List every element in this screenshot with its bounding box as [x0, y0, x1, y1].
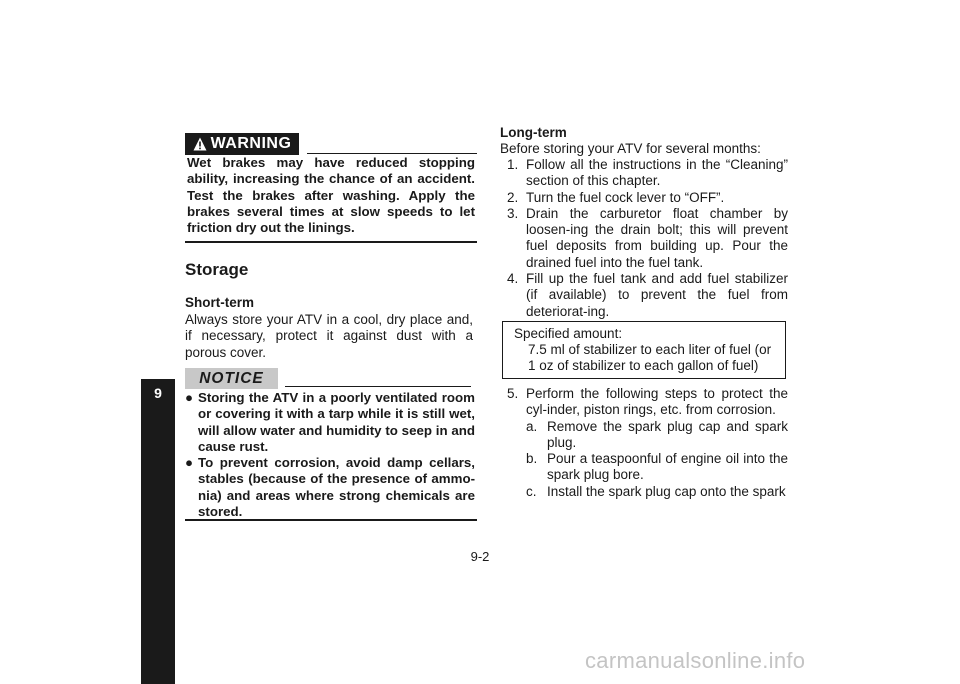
warning-rule — [307, 153, 477, 154]
substep-text: Remove the spark plug cap and spark plug. — [547, 418, 788, 450]
page-number: 9-2 — [470, 549, 490, 564]
notice-item-text: Storing the ATV in a poorly ventilated room or covering it with a tarp while it is still wet, will allow water and humidity to seep in and cause rust. — [198, 390, 475, 454]
notice-item-text: To prevent corrosion, avoid damp cellars, stables (because of the presence of ammo-nia) and areas where strong chemicals are stored. — [198, 455, 475, 520]
substep-text: Install the spark plug cap onto the spark — [547, 483, 786, 499]
list-item — [500, 206, 788, 271]
substep-letter: a. — [526, 418, 538, 434]
short-term-heading: Short-term — [185, 295, 255, 310]
list-item — [500, 190, 788, 206]
steps-list-continued — [500, 386, 788, 500]
warning-label-text: WARNING — [210, 135, 292, 152]
substep-text: Pour a teaspoonful of engine oil into the spark plug bore. — [547, 451, 788, 483]
step-number: 4. — [507, 271, 519, 287]
list-item — [500, 386, 788, 419]
notice-label: NOTICE — [185, 368, 278, 389]
specification-box — [502, 321, 786, 379]
short-term-text: Always store your ATV in a cool, dry place and, if necessary, protect it against dust with a porous cover. — [185, 312, 473, 360]
warning-label — [185, 133, 299, 155]
chapter-tab — [141, 379, 175, 684]
step-number: 3. — [507, 205, 519, 221]
step-number: 5. — [507, 386, 519, 401]
watermark: carmanualsonline.info — [585, 648, 806, 673]
warning-text: Wet brakes may have reduced stopping ability, increasing the chance of an accident. Test the brakes after washing. Apply the brakes several times at slow speeds to let friction dry out the linings. — [187, 155, 475, 236]
notice-rule — [285, 386, 471, 387]
warning-bottom-rule — [185, 241, 477, 243]
step-text: Follow all the instructions in the “Cleaning” section of this chapter. — [526, 157, 788, 189]
notice-item — [185, 455, 475, 520]
notice-list — [185, 390, 475, 520]
spec-value: 7.5 ml of stabilizer to each liter of fuel (or 1 oz of stabilizer to each gallon of fuel) — [528, 342, 772, 374]
bullet-icon: ● — [185, 390, 194, 405]
chapter-number: 9 — [154, 385, 162, 401]
substep-letter: b. — [526, 451, 538, 467]
substeps-list — [500, 419, 788, 500]
spec-title: Specified amount: — [514, 326, 623, 341]
step-text: Perform the following steps to protect the cyl-inder, piston rings, etc. from corrosion. — [526, 386, 788, 418]
step-number: 1. — [507, 157, 519, 172]
warning-triangle-icon — [193, 137, 207, 151]
list-item — [500, 484, 788, 500]
bullet-icon: ● — [185, 455, 194, 471]
section-title: Storage — [185, 260, 249, 279]
list-item — [500, 419, 788, 452]
list-item — [500, 271, 788, 320]
long-term-intro: Before storing your ATV for several months: — [500, 141, 761, 156]
notice-item — [185, 390, 475, 455]
step-number: 2. — [507, 189, 519, 205]
long-term-heading: Long-term — [500, 125, 567, 140]
step-text: Turn the fuel cock lever to “OFF”. — [526, 189, 725, 205]
step-text: Fill up the fuel tank and add fuel stabilizer (if available) to prevent the fuel from deteriorat-ing. — [526, 271, 788, 319]
substep-letter: c. — [526, 483, 537, 499]
step-text: Drain the carburetor float chamber by loosen-ing the drain bolt; this will prevent fuel deposits from building up. Pour the drained fuel into the fuel tank. — [526, 205, 788, 270]
list-item — [500, 157, 788, 190]
list-item — [500, 451, 788, 484]
notice-bottom-rule — [185, 519, 477, 521]
steps-list — [500, 157, 788, 320]
